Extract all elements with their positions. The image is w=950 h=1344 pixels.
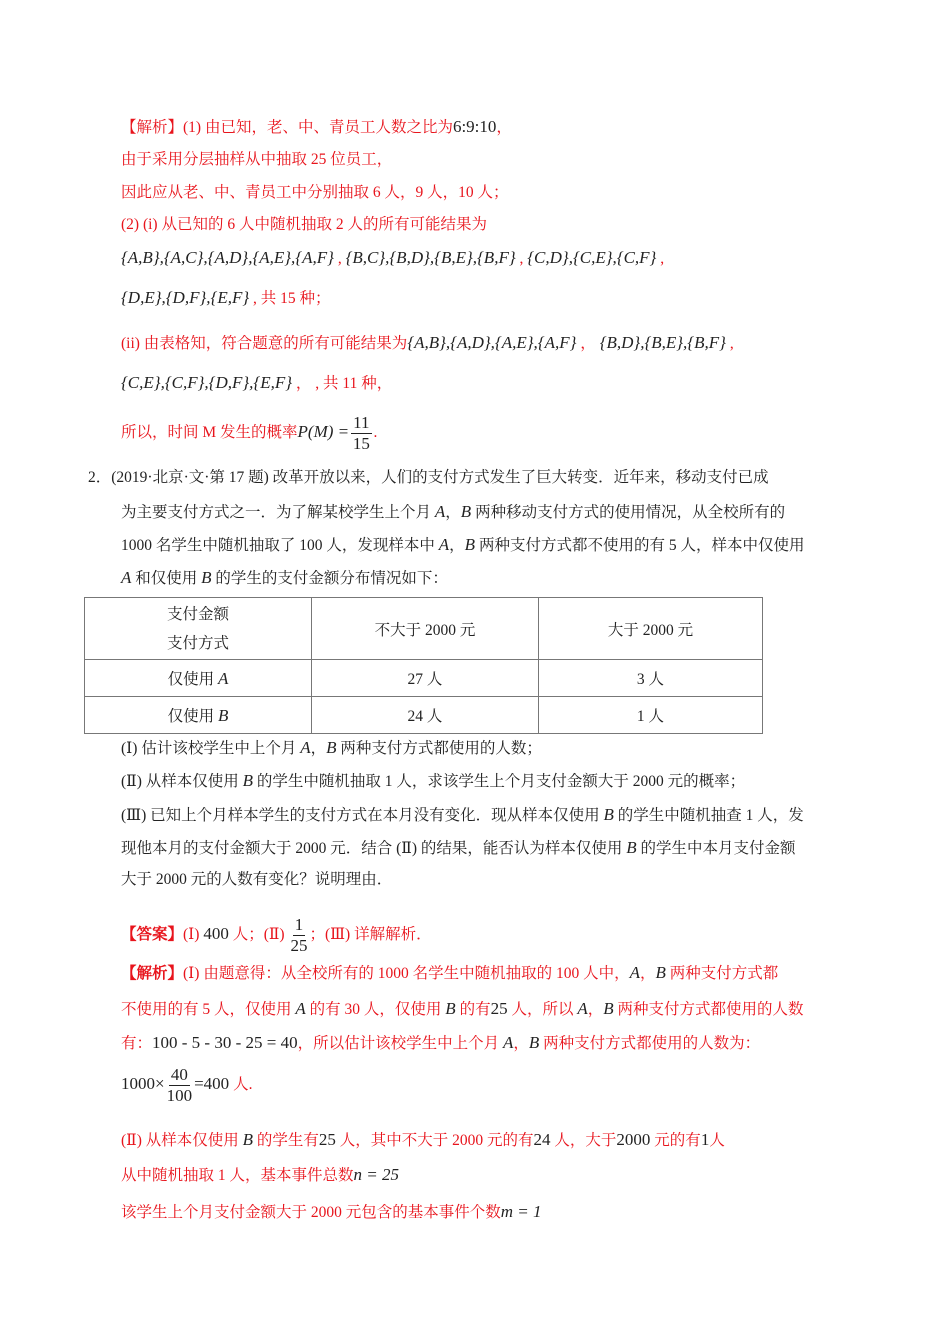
table-row (85, 697, 763, 734)
text-segment: 由于采用分层抽样从中抽取 25 位员工， (121, 151, 393, 168)
text-segment: ， (513, 1035, 529, 1052)
text-segment: 和仅使用 (131, 570, 202, 587)
header-method: 支付方式 (166, 634, 229, 652)
math-expression: B (603, 805, 614, 824)
math-expression: B (445, 999, 456, 1018)
text-segment: 两种支付方式都使用的人数； (336, 740, 542, 757)
math-expression: {B,D},{B,E},{B,F} (599, 333, 726, 352)
question-line (121, 769, 745, 794)
header-diagonal-cell (85, 598, 312, 660)
math-expression: 2000 (616, 1130, 651, 1149)
text-segment: (Ⅱ) 从样本仅使用 (121, 1132, 243, 1149)
math-expression: B (603, 999, 614, 1018)
text-segment: 人，其中不大于 2000 元的有 (335, 1132, 534, 1149)
fraction-numerator: 1 (294, 915, 304, 934)
math-expression: P(M) = (297, 422, 350, 442)
text-segment: 2．(2019·北京·文·第 17 题) 改革开放以来，人们的支付方式发生了巨大转变．近年来，移动支付已成 (88, 469, 769, 486)
fraction-denominator: 25 (290, 936, 308, 955)
math-expression: {B,C},{B,D},{B,E},{B,F} (345, 248, 516, 267)
header-gt2000: 大于 2000 元 (539, 598, 763, 660)
question-line (121, 803, 804, 828)
text-segment: ；(Ⅲ) 详解解析． (309, 926, 432, 944)
row-label (85, 660, 312, 697)
text-segment: 两种支付方式都使用的人数 (613, 1001, 804, 1018)
text-segment: 有： (121, 1035, 153, 1052)
text-segment: 人，所以 (507, 1001, 578, 1018)
text-segment: ， (496, 119, 512, 136)
math-expression: B (242, 1130, 253, 1149)
text-segment: 两种移动支付方式的使用情况，从全校所有的 (471, 504, 786, 521)
table-header-row (85, 598, 763, 660)
math-expression: B (528, 1033, 540, 1052)
text-segment: 不使用的有 5 人，仅使用 (121, 1001, 296, 1018)
math-expression: B (655, 963, 666, 982)
table-row (85, 660, 763, 697)
text-segment: 从中随机抽取 1 人，基本事件总数 (121, 1167, 354, 1184)
analysis-line (121, 286, 331, 311)
text-segment: 该学生上个月支付金额大于 2000 元包含的基本事件个数 (121, 1204, 501, 1221)
math-expression: 25 (318, 1130, 336, 1149)
text-segment: 的有 30 人，仅使用 (305, 1001, 446, 1018)
text-segment: (Ⅱ) 从样本仅使用 (121, 773, 243, 790)
text-segment: 因此应从老、中、青员工中分别抽取 6 人，9 人，10 人； (121, 184, 509, 201)
text-segment: 两种支付方式都不使用的有 5 人，样本中仅使用 (475, 537, 805, 554)
cell-le2000: 27 人 (312, 660, 539, 697)
text-segment: 现他本月的支付金额大于 2000 元．结合 (Ⅱ) 的结果，能否认为样本仅使用 (121, 840, 627, 857)
question-line (121, 836, 796, 861)
math-expression: 1 (700, 1130, 710, 1149)
text-segment: 所以，时间 M 发生的概率 (121, 424, 298, 442)
math-expression: A (295, 999, 306, 1018)
text-segment: ， (445, 504, 461, 521)
analysis-line (121, 1200, 542, 1225)
text-segment: ， (576, 335, 600, 352)
row-label-var: A (218, 669, 229, 688)
problem-line (121, 500, 785, 525)
fraction (351, 413, 371, 454)
math-expression: {C,D},{C,E},{C,F} (527, 248, 657, 267)
text-segment: , (333, 250, 346, 267)
text-segment: 的学生中随机抽取 1 人，求该学生上个月支付金额大于 2000 元的概率； (253, 773, 746, 790)
text-segment: 人 (709, 1132, 725, 1149)
math-expression: A (434, 502, 446, 521)
section-label: 【答案】 (121, 926, 184, 944)
text-segment: (Ⅰ) 由题意得：从全校所有的 1000 名学生中随机抽取的 100 人中， (183, 965, 630, 982)
fraction-denominator: 100 (166, 1086, 193, 1105)
text-segment: . (373, 424, 378, 442)
math-expression: B (626, 838, 637, 857)
math-expression: n = 25 (353, 1165, 399, 1184)
analysis-line (121, 961, 778, 986)
text-segment: , 共 15 种； (249, 290, 331, 307)
text-segment: 的学生中本月支付金额 (636, 840, 796, 857)
text-segment: 人；(Ⅱ) (228, 926, 289, 944)
analysis-line (121, 1128, 725, 1153)
text-segment: ，所以估计该校学生中上个月 (297, 1035, 503, 1052)
math-expression: B (460, 502, 472, 521)
math-expression: A (577, 999, 588, 1018)
text-segment: (Ⅰ) (183, 926, 204, 944)
fraction (167, 1065, 193, 1106)
section-label: 【解析】 (121, 965, 184, 982)
math-expression: 400 (203, 924, 229, 944)
question-line (121, 736, 542, 761)
math-expression: B (242, 771, 253, 790)
analysis-line (121, 181, 509, 205)
header-le2000: 不大于 2000 元 (312, 598, 539, 660)
row-label-text: 仅使用 (167, 708, 218, 725)
cell-le2000: 24 人 (312, 697, 539, 734)
math-expression: B (201, 568, 212, 587)
analysis-line (121, 1163, 399, 1188)
text-segment: , (515, 250, 528, 267)
text-segment: 的有 (455, 1001, 491, 1018)
text-segment: ， (449, 537, 465, 554)
fraction (290, 915, 307, 956)
text-segment: ， , 共 11 种， (292, 375, 393, 392)
text-segment: 的学生中随机抽查 1 人，发 (613, 807, 804, 824)
problem-line (121, 533, 804, 558)
answer-line (121, 915, 432, 956)
analysis-line (121, 246, 664, 271)
text-segment: ， (639, 965, 656, 982)
math-expression: m = 1 (500, 1202, 542, 1221)
math-expression: B (326, 738, 337, 757)
math-expression: 1000× (121, 1074, 165, 1094)
text-segment: 【解析】(1) 由已知，老、中、青员工人数之比为 (121, 119, 453, 136)
text-segment: (Ⅰ) 估计该校学生中上个月 (121, 740, 301, 757)
math-expression: {C,E},{C,F},{D,F},{E,F} (121, 373, 293, 392)
text-segment: ， (587, 1001, 604, 1018)
text-segment: , (725, 335, 734, 352)
text-segment: 两种支付方式都使用的人数为： (539, 1035, 761, 1052)
payment-table (84, 597, 763, 734)
analysis-line (121, 331, 734, 356)
math-expression: 25 (490, 999, 508, 1018)
analysis-line (121, 213, 487, 237)
text-segment: 人. (229, 1076, 253, 1094)
math-expression: A (300, 738, 311, 757)
math-expression: {D,E},{D,F},{E,F} (121, 288, 250, 307)
question-line (121, 868, 392, 892)
text-segment: 的学生有 (253, 1132, 319, 1149)
analysis-line (121, 371, 392, 396)
math-expression: 6:9:10 (452, 117, 497, 136)
problem-line (121, 566, 448, 591)
fraction-numerator: 40 (170, 1065, 188, 1084)
text-segment: 的学生的支付金额分布情况如下： (211, 570, 448, 587)
math-expression: 100 - 5 - 30 - 25 = 40 (152, 1033, 298, 1052)
analysis-line (121, 1065, 252, 1106)
cell-gt2000: 1 人 (539, 697, 763, 734)
text-segment: 两种支付方式都 (665, 965, 779, 982)
cell-gt2000: 3 人 (539, 660, 763, 697)
analysis-line (121, 115, 512, 140)
text-segment: 为主要支付方式之一．为了解某校学生上个月 (121, 504, 435, 521)
analysis-line (121, 148, 392, 172)
text-segment: 大于 2000 元的人数有变化？说明理由． (121, 871, 393, 888)
row-label-var: B (218, 706, 229, 725)
row-label-text: 仅使用 (167, 671, 218, 688)
text-segment: 1000 名学生中随机抽取了 100 人，发现样本中 (121, 537, 439, 554)
header-amount: 支付金额 (166, 605, 229, 623)
text-segment: ， (310, 740, 327, 757)
analysis-line (121, 997, 804, 1022)
text-segment: , (656, 250, 665, 267)
math-expression: {A,B},{A,D},{A,E},{A,F} (407, 333, 577, 352)
math-expression: {A,B},{A,C},{A,D},{A,E},{A,F} (121, 248, 334, 267)
math-expression: =400 (194, 1074, 230, 1094)
text-segment: (Ⅲ) 已知上个月样本学生的支付方式在本月没有变化．现从样本仅使用 (121, 807, 604, 824)
math-expression: 24 (533, 1130, 551, 1149)
math-expression: A (121, 568, 132, 587)
text-segment: (2) (i) 从已知的 6 人中随机抽取 2 人的所有可能结果为 (121, 216, 487, 233)
analysis-line (121, 413, 377, 454)
analysis-line (121, 1031, 760, 1056)
text-segment: 元的有 (650, 1132, 701, 1149)
text-segment: 人，大于 (550, 1132, 617, 1149)
math-expression: A (629, 963, 640, 982)
fraction-denominator: 15 (352, 434, 370, 453)
text-segment: (ii) 由表格知，符合题意的所有可能结果为 (121, 335, 408, 352)
fraction-numerator: 11 (353, 413, 370, 432)
problem-line (88, 466, 769, 490)
math-expression: B (464, 535, 476, 554)
math-expression: A (502, 1033, 514, 1052)
math-expression: A (438, 535, 450, 554)
row-label (85, 697, 312, 734)
